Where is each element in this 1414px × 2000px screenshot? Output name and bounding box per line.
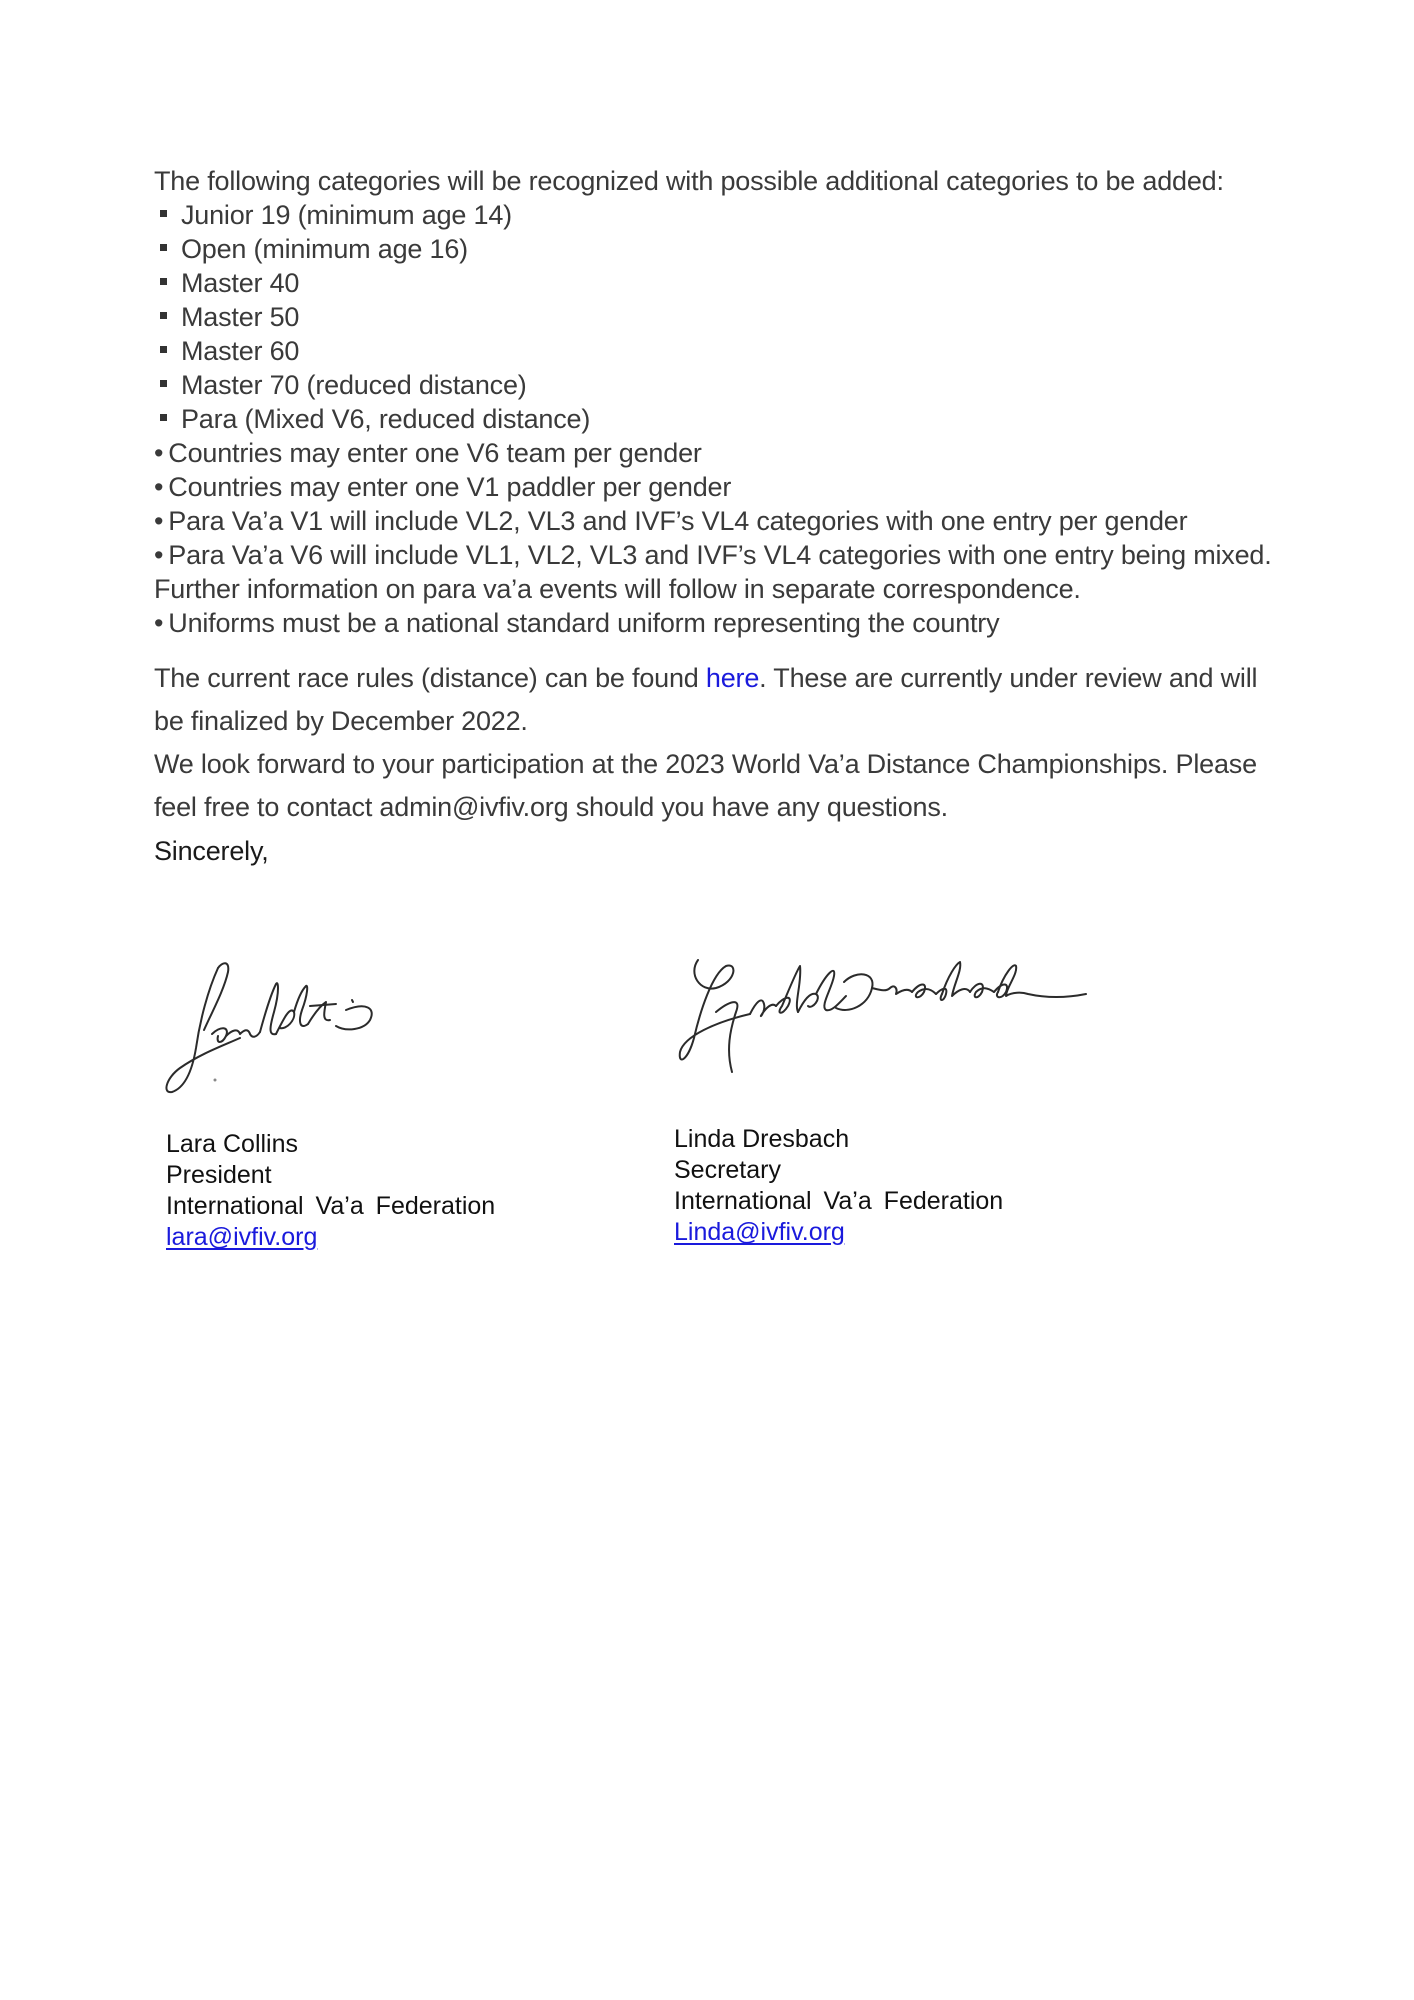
- entry-rule-item: • Para Va’a V1 will include VL2, VL3 and IVF’s VL4 categories with one entry per gender: [154, 506, 1188, 536]
- square-bullet-icon: [160, 210, 167, 217]
- race-rules-paragraph: The current race rules (distance) can be found here. These are currently under review and will be finalized by December 2022.: [154, 663, 1258, 736]
- signatory-name: Lara Collins: [166, 1130, 299, 1158]
- category-item: Para (Mixed V6, reduced distance): [160, 402, 590, 436]
- entry-rule-item: • Countries may enter one V1 paddler per gender: [154, 472, 732, 502]
- signatory-name: Linda Dresbach: [674, 1125, 850, 1153]
- square-bullet-icon: [160, 380, 167, 387]
- bullet-icon: •: [154, 438, 164, 468]
- signatory-email-link[interactable]: lara@ivfiv.org: [166, 1223, 318, 1251]
- sign-off: Sincerely,: [154, 836, 269, 866]
- signatory-linda: [674, 1124, 1003, 1248]
- signatory-email-link[interactable]: Linda@ivfiv.org: [674, 1218, 845, 1246]
- category-item: Junior 19 (minimum age 14): [160, 198, 590, 232]
- category-item: Master 50: [160, 300, 590, 334]
- square-bullet-icon: [160, 278, 167, 285]
- race-rules-link[interactable]: here: [705, 663, 760, 693]
- closing-paragraph: We look forward to your participation at the 2023 World Va’a Distance Championships. Please feel free to contact admin@ivfiv.org should you have any questions.: [154, 749, 1257, 822]
- signatory-organization: International Va’a Federation: [166, 1192, 496, 1220]
- signatory-lara: [166, 1129, 495, 1253]
- lara-collins-signature-image: [160, 950, 450, 1100]
- entry-rules-list: [154, 436, 1284, 640]
- entry-rule-item: • Para Va’a V6 will include VL1, VL2, VL3 and IVF’s VL4 categories with one entry being mixed. Further information on para va’a events will follow in separate correspondence.: [154, 540, 1272, 604]
- bullet-icon: •: [154, 506, 164, 536]
- category-item: Master 70 (reduced distance): [160, 368, 590, 402]
- square-bullet-icon: [160, 414, 167, 421]
- square-bullet-icon: [160, 312, 167, 319]
- bullet-icon: •: [154, 472, 164, 502]
- signatory-role: Secretary: [674, 1156, 781, 1184]
- signatory-role: President: [166, 1161, 272, 1189]
- category-item: Master 40: [160, 266, 590, 300]
- bullet-icon: •: [154, 540, 164, 570]
- linda-dresbach-signature-image: [676, 952, 1136, 1082]
- bullet-icon: •: [154, 608, 164, 638]
- category-item: Master 60: [160, 334, 590, 368]
- entry-rule-item: • Countries may enter one V6 team per gender: [154, 438, 702, 468]
- square-bullet-icon: [160, 346, 167, 353]
- category-item: Open (minimum age 16): [160, 232, 590, 266]
- entry-rule-item: • Uniforms must be a national standard uniform representing the country: [154, 608, 1000, 638]
- category-list: [160, 198, 590, 436]
- square-bullet-icon: [160, 244, 167, 251]
- signatory-organization: International Va’a Federation: [674, 1187, 1004, 1215]
- categories-intro: The following categories will be recognized with possible additional categories to be added:: [154, 166, 1224, 196]
